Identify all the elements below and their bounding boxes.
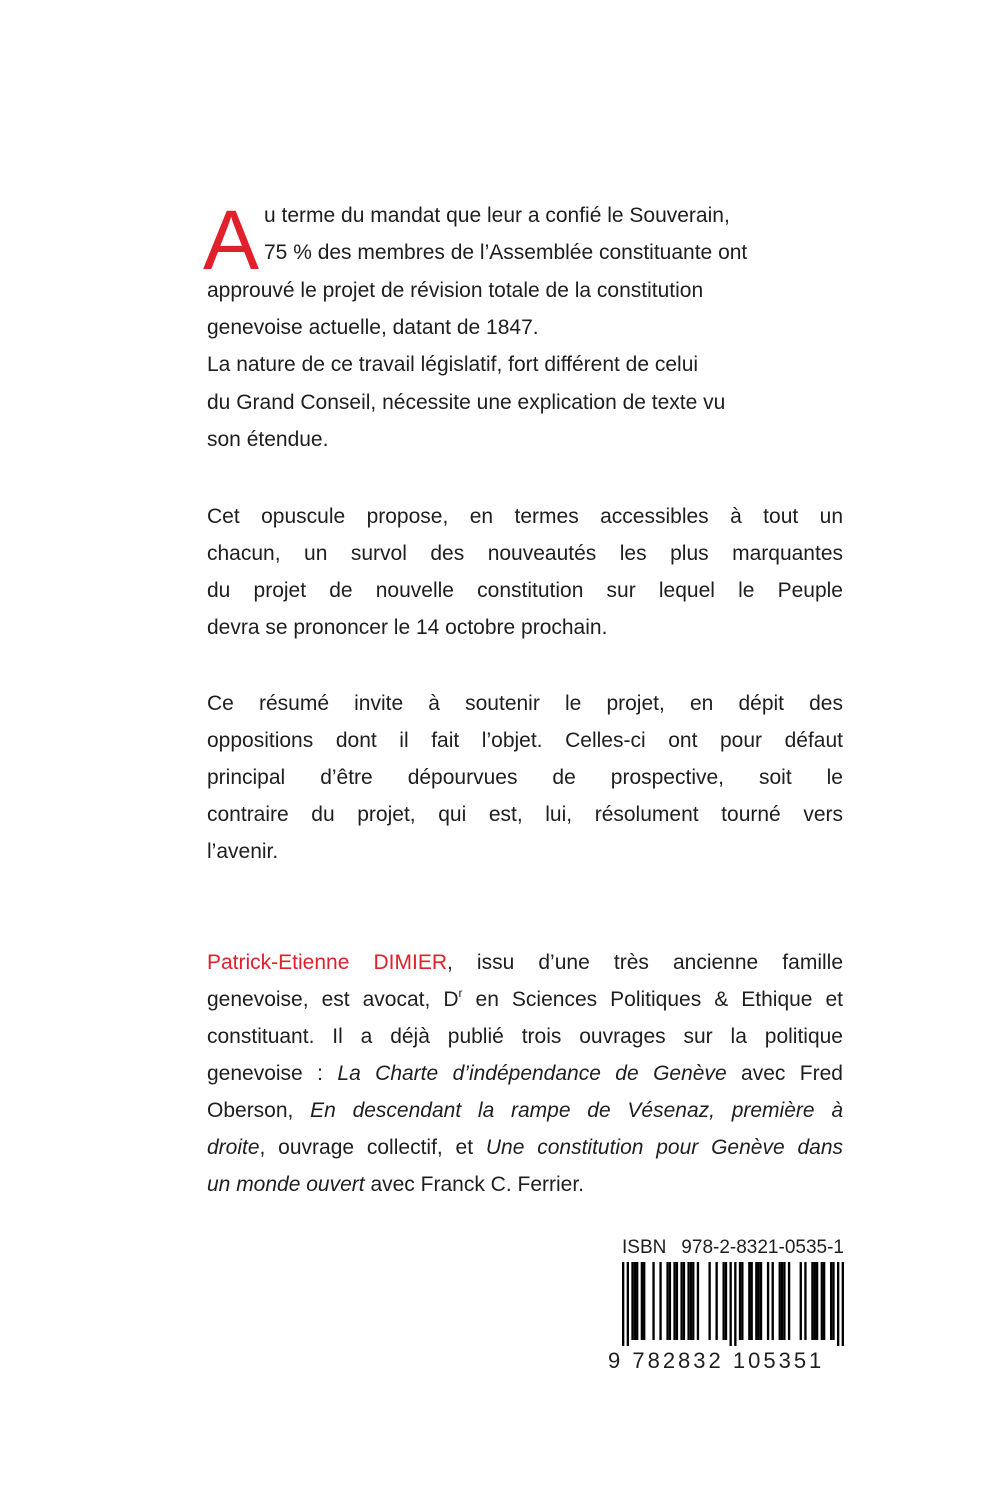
book-title: droite [207, 1136, 260, 1159]
text-segment: avec Franck C. Ferrier. [364, 1173, 584, 1196]
text-segment: contraire du projet, qui est, lui, résolument tourné vers [207, 803, 843, 826]
text-segment: constituant. Il a déjà publié trois ouvrages sur la politique [207, 1025, 843, 1048]
barcode-bar [641, 1262, 643, 1340]
barcode-bar [804, 1262, 806, 1340]
paragraph3-line [207, 763, 843, 793]
barcode-bar [690, 1262, 692, 1340]
barcode-bar [748, 1262, 750, 1340]
intro-line [207, 350, 843, 380]
barcode-bar [680, 1262, 682, 1340]
barcode-bar [697, 1262, 699, 1340]
barcode-bar [781, 1262, 783, 1340]
barcode-bar [741, 1262, 743, 1340]
isbn-digits: 9 782832 105351 [608, 1348, 825, 1373]
barcode-bar [669, 1262, 671, 1340]
text-segment: Cet opuscule propose, en termes accessibles à tout un [207, 505, 843, 528]
barcode-bar [652, 1262, 654, 1340]
bio-line [207, 1059, 843, 1089]
barcode-bar [760, 1262, 762, 1340]
book-title: un monde ouvert [207, 1173, 365, 1196]
barcode-bar [837, 1262, 839, 1346]
barcode-bar [814, 1262, 816, 1340]
barcode-bar [666, 1262, 668, 1340]
intro-line [207, 313, 843, 343]
text-segment: Oberson, [207, 1099, 311, 1122]
barcode-bar [755, 1262, 757, 1340]
text-segment: u terme du mandat que leur a confié le Souverain, [264, 204, 730, 227]
barcode-bar [821, 1262, 823, 1340]
barcode-bar [692, 1262, 694, 1340]
barcode-bar [725, 1262, 727, 1340]
paragraph3-line [207, 837, 843, 867]
barcode-bar [758, 1262, 760, 1340]
barcode-bar [779, 1262, 781, 1340]
barcode-bar [783, 1262, 785, 1340]
paragraph3-line [207, 689, 843, 719]
barcode-bar [832, 1262, 834, 1340]
barcode-bar [823, 1262, 825, 1340]
barcode-bar [636, 1262, 638, 1340]
barcode-bar [708, 1262, 710, 1340]
paragraph3-line [207, 800, 843, 830]
intro-line [264, 201, 843, 231]
bio-line [207, 1096, 843, 1126]
barcode-bar [631, 1262, 633, 1340]
text-segment: approuvé le projet de révision totale de la constitution [207, 279, 704, 302]
paragraph3-line [207, 726, 843, 756]
barcode-bar [739, 1262, 741, 1340]
barcode-bar [676, 1262, 678, 1340]
book-title: En descendant la rampe de Vésenaz, première à [310, 1099, 843, 1122]
barcode-bar [715, 1262, 717, 1340]
intro-line [207, 276, 843, 306]
barcode-bar [634, 1262, 636, 1340]
bio-line [207, 948, 843, 978]
intro-line [264, 238, 843, 268]
barcode-bar [659, 1262, 661, 1340]
text-segment: chacun, un survol des nouveautés les plus marquantes [207, 542, 843, 565]
intro-line [207, 425, 843, 455]
barcode-bar [842, 1262, 844, 1346]
barcode-bar [734, 1262, 736, 1346]
bio-line [207, 1022, 843, 1052]
text-segment: avec Fred [726, 1062, 843, 1085]
text-segment: devra se prononcer le 14 octobre prochain. [207, 616, 608, 639]
barcode-bar [767, 1262, 769, 1340]
barcode [622, 1262, 844, 1346]
intro-line [207, 388, 843, 418]
barcode-bar [772, 1262, 774, 1340]
barcode-bar [751, 1262, 753, 1340]
barcode-bar [687, 1262, 689, 1340]
text-segment: 75 % des membres de l’Assemblée constituante ont [264, 241, 748, 264]
text-segment: , ouvrage collectif, et [259, 1136, 486, 1159]
bio-line [207, 1133, 843, 1163]
author-name: Patrick-Etienne DIMIER [207, 951, 447, 974]
text-segment: genevoise : [207, 1062, 338, 1085]
text-segment: r [458, 986, 463, 1000]
text-segment: Ce résumé invite à soutenir le projet, en dépit des [207, 692, 843, 715]
drop-cap: A [203, 193, 260, 287]
barcode-bar [811, 1262, 813, 1340]
paragraph2-line [207, 502, 843, 532]
isbn-label: ISBN 978-2-8321-0535-1 [622, 1237, 844, 1258]
text-segment: La nature de ce travail législatif, fort différent de celui [207, 353, 699, 376]
barcode-bar [722, 1262, 724, 1340]
barcode-bar [830, 1262, 832, 1340]
barcode-bar [622, 1262, 624, 1346]
barcode-bar [816, 1262, 818, 1340]
bio-line [207, 1170, 843, 1200]
barcode-bar [673, 1262, 675, 1340]
text-segment: oppositions dont il fait l’objet. Celles-ci ont pour défaut [207, 729, 843, 752]
text-segment: du projet de nouvelle constitution sur lequel le Peuple [207, 579, 843, 602]
book-title: Une constitution pour Genève dans [485, 1136, 843, 1159]
barcode-bar [643, 1262, 645, 1340]
paragraph2-line [207, 539, 843, 569]
paragraph2-line [207, 613, 843, 643]
bio-line [207, 985, 843, 1015]
text-segment: genevoise, est avocat, D [207, 988, 459, 1011]
paragraph2-line [207, 576, 843, 606]
text-segment: son étendue. [207, 428, 329, 451]
barcode-bar [800, 1262, 802, 1340]
barcode-bar [683, 1262, 685, 1340]
barcode-bar [729, 1262, 731, 1346]
text-segment: principal d’être dépourvues de prospective, soit le [207, 766, 843, 789]
barcode-bar [788, 1262, 790, 1340]
text-segment: genevoise actuelle, datant de 1847. [207, 316, 539, 339]
text-segment: en Sciences Politiques & Ethique et [462, 988, 844, 1011]
text-segment: du Grand Conseil, nécessite une explication de texte vu [207, 391, 726, 414]
text-segment: , issu d’une très ancienne famille [447, 951, 843, 974]
text-segment: l’avenir. [207, 840, 279, 863]
book-title: La Charte d’indépendance de Genève [337, 1062, 727, 1085]
barcode-bar [627, 1262, 629, 1346]
